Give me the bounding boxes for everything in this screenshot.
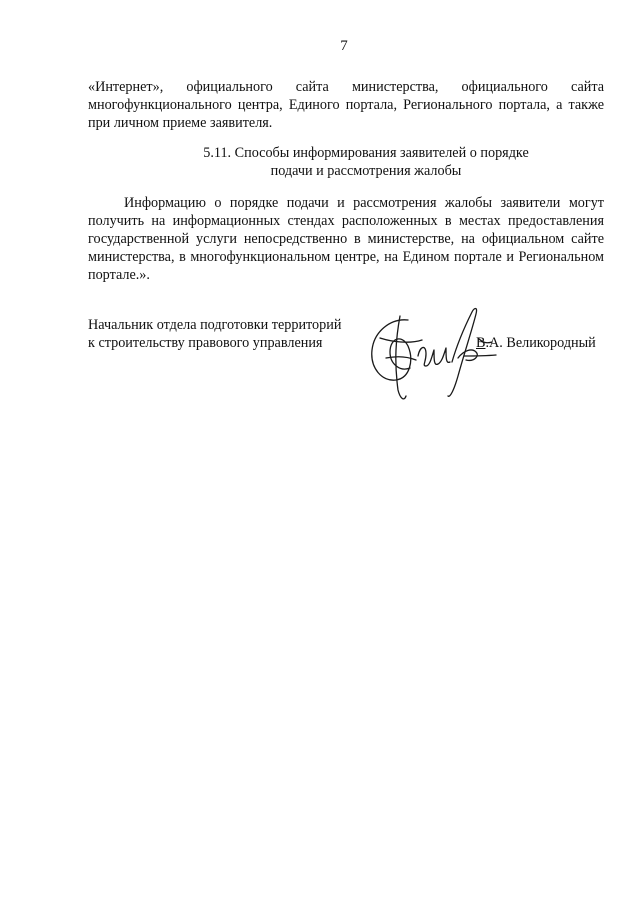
signer-position-line-1: Начальник отдела подготовки территорий: [88, 317, 342, 333]
signer-name: [476, 334, 596, 352]
page-number: 7: [340, 38, 348, 54]
signer-position-line-2: к строительству правового управления: [88, 335, 323, 351]
handwritten-signature: [360, 298, 500, 410]
body-paragraph: Информацию о порядке подачи и рассмотрения жалобы заявители могут получить на информационных стендах расположенных в местах предоставления государственной услуги непосредственно в министерстве, на официальном сайте министерства, в многофункциональном центре, на Едином портале и Региональном портале.».: [88, 195, 604, 283]
section-heading: [108, 144, 624, 180]
signer-name-rest: .А. Великородный: [485, 335, 596, 351]
signer-position: [88, 316, 341, 352]
signer-name-initial: В: [476, 335, 486, 351]
section-heading-line-2: подачи и рассмотрения жалобы: [270, 163, 462, 179]
top-paragraph: «Интернет», официального сайта министерства, официального сайта многофункционального центра, Единого портала, Регионального портала, а также при личном приеме заявителя.: [88, 79, 604, 131]
section-heading-line-1: 5.11. Способы информирования заявителей о порядке: [203, 145, 529, 161]
